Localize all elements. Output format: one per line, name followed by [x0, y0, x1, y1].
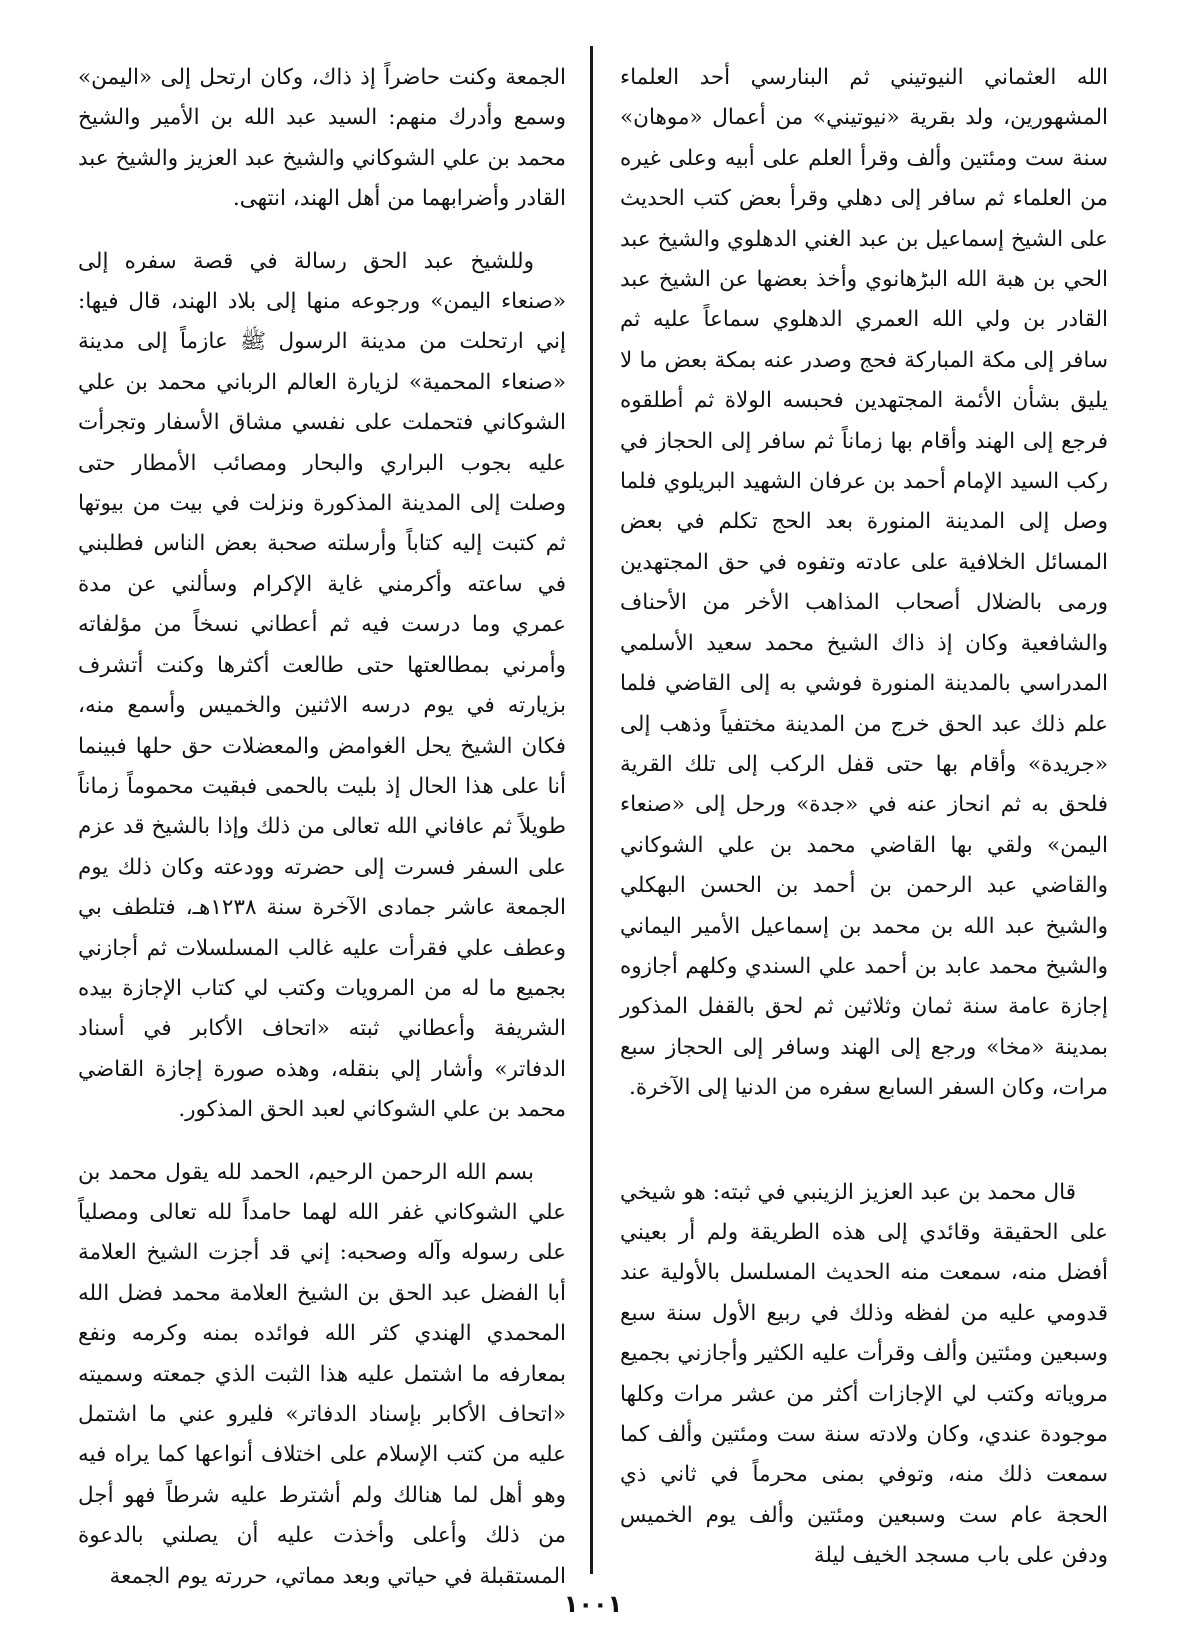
- zaynabi-quote-paragraph: قال محمد بن عبد العزيز الزينبي في ثبته: هو شيخي على الحقيقة وقائدي إلى هذه الطريقة ولم أر بعيني أفضل منه، سمعت منه الحديث المسلسل بالأولية عند قدومي عليه من لفظه وذلك في ربيع الأول سنة سبع وسبعين ومئتين وألف وقرأت عليه الكثير وأجازني بجميع مروياته وكتب لي الإجازات أكثر من عشر مرات وكلها موجودة عندي، وكان ولادته سنة ست ومئتين وألف كما سمعت ذلك منه، وتوفي بمنى محرماً في ثاني ذي الحجة عام ست وسبعين ومئتين وألف يوم الخميس ودفن على باب مسجد الخيف ليلة: [620, 1179, 1108, 1569]
- continuation-paragraph: الجمعة وكنت حاضراً إذ ذاك، وكان ارتحل إلى «اليمن» وسمع وأدرك منهم: السيد عبد الله بن الأمير والشيخ محمد بن علي الشوكاني والشيخ عبد العزيز والشيخ عبد القادر وأضرابهما من أهل الهند، انتهى.: [78, 65, 566, 212]
- paragraph-gap: [620, 1109, 1108, 1173]
- ijaza-text-paragraph: بسم الله الرحمن الرحيم، الحمد لله يقول محمد بن علي الشوكاني غفر الله لهما حامداً لله تعالى ومصلياً على رسوله وآله وصحبه: إني قد أجزت الشيخ العلامة أبا الفضل عبد الحق بن الشيخ العلامة محمد فضل الله المحمدي الهندي كثر الله فوائده بمنه وكرمه ونفع بمعارفه ما اشتمل عليه هذا الثبت الذي جمعته وسميته «اتحاف الأكابر بإسناد الدفاتر» فليرو عني ما اشتمل عليه من كتب الإسلام على اختلاف أنواعها كما يراه فيه وهو أهل لما هنالك ولم أشترط عليه شرطاً فهو أجل من ذلك وأعلى وأخذت عليه أن يصلني بالدعوة المستقبلة في حياتي وبعد مماتي، حررته يوم الجمعة: [78, 1159, 566, 1589]
- journey-paragraph: وللشيخ عبد الحق رسالة في قصة سفره إلى «صنعاء اليمن» ورجوعه منها إلى بلاد الهند، قال فيها: إني ارتحلت من مدينة الرسول ﷺ عازماً إلى مدينة «صنعاء المحمية» لزيارة العالم الرباني محمد بن علي الشوكاني فتحملت على نفسي مشاق الأسفار وتجرأت عليه بجوب البراري والبحار ومصائب الأمطار حتى وصلت إلى المدينة المذكورة ونزلت في بيت من بيوتها ثم كتبت إليه كتاباً وأرسلته صحبة بعض الناس فطلبني في ساعته وأكرمني غاية الإكرام وسألني عن مدة عمري وما درست فيه ثم أعطاني نسخاً من مؤلفاته وأمرني بمطالعتها حتى طالعت أكثرها وكنت أتشرف بزيارته في يوم درسه الاثنين والخميس وأسمع منه، فكان الشيخ يحل الغوامض والمعضلات حق حلها فبينما أنا على هذا الحال إذ بليت بالحمى فبقيت محموماً زماناً طويلاً ثم عافاني الله تعالى من ذلك وإذا بالشيخ قد عزم على السفر فسرت إلى حضرته وودعته وكان ذلك يوم الجمعة عاشر جمادى الآخرة سنة ١٢٣٨هـ، فتلطف بي وعطف علي فقرأت عليه غالب المسلسلات ثم أجازني بجميع ما له من المرويات وكتب لي كتاب الإجازة بيده الشريفة وأعطاني ثبته «اتحاف الأكابر في أسناد الدفاتر» وأشار إلي بنقله، وهذه صورة إجازة القاضي محمد بن علي الشوكاني لعبد الحق المذكور.: [78, 248, 566, 1123]
- left-column: [78, 58, 566, 1597]
- biography-paragraph: الله العثماني النيوتيني ثم البنارسي أحد العلماء المشهورين، ولد بقرية «نيوتيني» من أعمال «موهان» سنة ست ومئتين وألف وقرأ العلم على أبيه وعلى غيره من العلماء ثم سافر إلى دهلي وقرأ بعض كتب الحديث على الشيخ إسماعيل بن عبد الغني الدهلوي والشيخ عبد الحي بن هبة الله البڑهانوي وأخذ بعضها عن الشيخ عبد القادر بن ولي الله العمري الدهلوي سماعاً عليه ثم سافر إلى مكة المباركة فحج وصدر عنه بمكة بعض ما لا يليق بشأن الأئمة المجتهدين فحبسه الولاة ثم أطلقوه فرجع إلى الهند وأقام بها زماناً ثم سافر إلى الحجاز في ركب السيد الإمام أحمد بن عرفان الشهيد البريلوي فلما وصل إلى المدينة المنورة بعد الحج تكلم في بعض المسائل الخلافية على عادته وتفوه في حق المجتهدين ورمى بالضلال أصحاب المذاهب الأخر من الأحناف والشافعية وكان إذ ذاك الشيخ محمد سعيد الأسلمي المدراسي بالمدينة المنورة فوشي به إلى القاضي فلما علم ذلك عبد الحق خرج من المدينة مختفياً وذهب إلى «جريدة» وأقام بها حتى قفل الركب إلى تلك القرية فلحق به ثم انحاز عنه في «جدة» ورحل إلى «صنعاء اليمن» ولقي بها القاضي محمد بن علي الشوكاني والقاضي عبد الرحمن بن أحمد بن الحسن البهكلي والشيخ عبد الله بن محمد بن إسماعيل الأمير اليماني والشيخ محمد عابد بن أحمد علي السندي وكلهم أجازوه إجازة عامة سنة ثمان وثلاثين ثم لحق بالقفل المذكور بمدينة «مخا» ورجع إلى الهند وسافر إلى الحجاز سبع مرات، وكان السفر السابع سفره من الدنيا إلى الآخرة.: [620, 65, 1108, 1101]
- page-number: ١٠٠١: [563, 1590, 623, 1618]
- column-divider: [590, 46, 593, 1574]
- right-column: [620, 58, 1108, 1577]
- paragraph-gap: [78, 220, 566, 242]
- paragraph-gap: [78, 1131, 566, 1153]
